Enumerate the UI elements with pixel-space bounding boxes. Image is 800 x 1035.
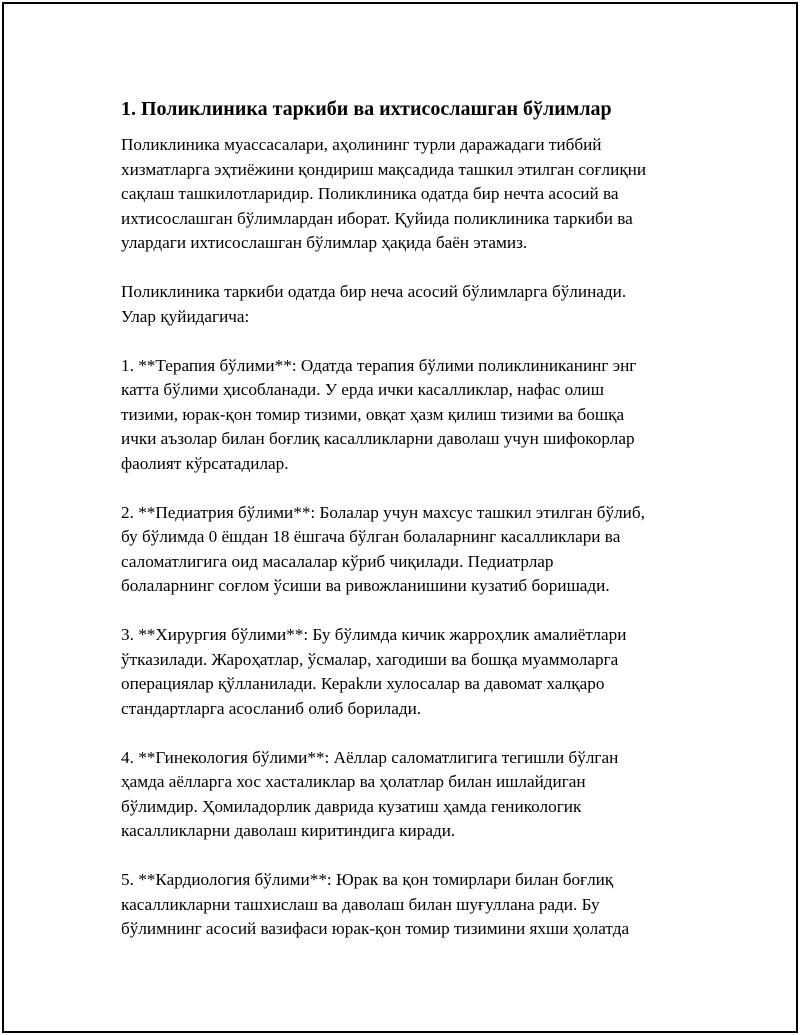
text-line: бу бўлимда 0 ёшдан 18 ёшгача бўлган болаларнинг касалликлари ва <box>121 527 621 546</box>
paragraph-pediatrics <box>121 501 691 599</box>
paragraph-therapy <box>121 354 691 477</box>
paragraph-gynecology <box>121 746 691 844</box>
text-line: 5. **Кардиология бўлими**: Юрак ва қон томирлари билан боғлиқ <box>121 870 614 889</box>
paragraph-cardiology <box>121 868 691 942</box>
text-line: улардаги ихтисослашган бўлимлар ҳақида баён этамиз. <box>121 233 528 252</box>
document-heading: 1. Поликлиника таркиби ва ихтисослашган бўлимлар <box>121 98 612 120</box>
text-line: фаолият кўрсатадилар. <box>121 453 289 473</box>
text-line: болаларнинг соғлом ўсиши ва ривожланишини кузатиб боришади. <box>121 576 610 595</box>
text-line: Поликлиника муассасалари, аҳолининг турли даражадаги тиббий <box>121 135 602 154</box>
text-line: ички аъзолар билан боғлиқ касалликларни даволаш учун шифокорлар <box>121 429 635 448</box>
paragraph-structure <box>121 280 691 329</box>
text-line: Улар қуйидагича: <box>121 306 250 326</box>
text-line: 4. **Гинекология бўлими**: Аёллар саломатлигига тегишли бўлган <box>121 747 619 767</box>
text-line: ўтказилади. Жароҳатлар, ўсмалар, хагодиши ва бошқа муаммоларга <box>121 649 619 669</box>
text-line: касалликларни даволаш киритиндига киради. <box>121 821 456 840</box>
text-line: ихтисослашган бўлимлардан иборат. Қуйида поликлиника таркиби ва <box>121 208 633 228</box>
text-line: операциялар қўлланилади. Кераkли хулосалар ва давомат халқаро <box>121 674 605 693</box>
document-page <box>2 2 798 1033</box>
text-line: бўлимнинг асосий вазифаси юрак-қон томир тизимини яхши ҳолатда <box>121 919 630 938</box>
document-content <box>121 97 691 966</box>
text-line: 3. **Хирургия бўлими**: Бу бўлимда кичик жарроҳлик амалиётлари <box>121 625 627 644</box>
text-line: ҳамда аёлларга хос хасталиклар ва ҳолатлар билан ишлайдиган <box>121 772 586 791</box>
text-line: касалликларни ташхислаш ва даволаш билан шуғуллана ради. Бу <box>121 894 600 914</box>
paragraph-surgery <box>121 623 691 721</box>
text-line: хизматларга эҳтиёжини қондириш мақсадида ташкил этилган соғлиқни <box>121 159 647 179</box>
text-line: стандартларга асосланиб олиб борилади. <box>121 698 422 718</box>
text-line: катта бўлими ҳисобланади. У ерда ички касалликлар, нафас олиш <box>121 380 604 399</box>
text-line: Поликлиника таркиби одатда бир неча асосий бўлимларга бўлинади. <box>121 282 627 301</box>
text-line: бўлимдир. Ҳомиладорлик даврида кузатиш ҳамда геникологик <box>121 796 582 816</box>
text-line: саломатлигига оид масалалар кўриб чиқилади. Педиатрлар <box>121 551 554 571</box>
text-line: сақлаш ташкилотларидир. Поликлиника одатда бир нечта асосий ва <box>121 184 619 203</box>
paragraph-intro <box>121 133 691 256</box>
text-line: 1. **Терапия бўлими**: Одатда терапия бўлими поликлиниканинг энг <box>121 355 637 375</box>
text-line: тизими, юрак-қон томир тизими, овқат ҳазм қилиш тизими ва бошқа <box>121 404 625 424</box>
text-line: 2. **Педиатрия бўлими**: Болалар учун махсус ташкил этилган бўлиб, <box>121 502 645 522</box>
